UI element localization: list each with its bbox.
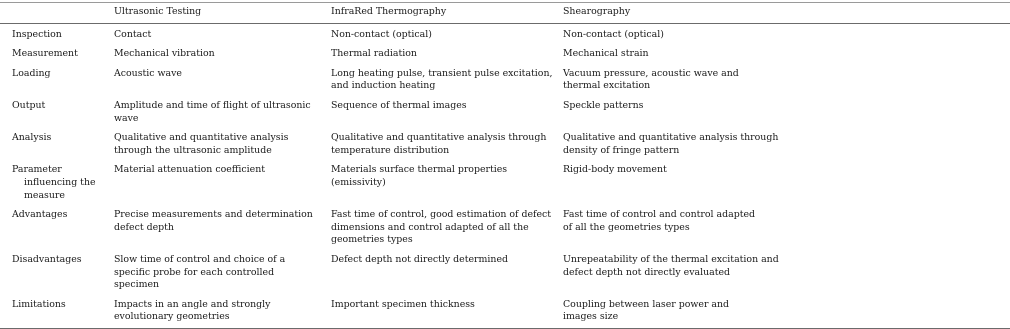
table-row [0,96,1010,128]
table-row [0,44,1010,64]
table-cell [559,44,1010,64]
table-cell [559,160,1010,205]
table-cell: Contact [114,28,152,40]
row-label: Loading [12,67,51,79]
row-label: Inspection [12,28,62,40]
column-header-infrared: InfraRed Thermography [327,3,559,24]
row-label [0,160,110,205]
table-cell-text: Non-contact (optical) [563,28,664,40]
table-cell: Material attenuation coefficient [114,164,266,176]
table-cell [559,23,1010,44]
table-cell-text: Vacuum pressure, acoustic wave and thermal excitation [563,67,739,92]
table-cell: Important specimen thickness [327,295,559,329]
table-cell: Non-contact (optical) [331,28,432,40]
table-cell: Slow time of control and choice of a specific probe for each controlled specimen [114,253,286,291]
table-cell: Qualitative and quantitative analysis through temperature distribution [331,132,547,156]
table-cell-text: Speckle patterns [563,99,644,111]
table-cell: Defect depth not directly determined [331,253,508,265]
comparison-table-container [0,2,779,323]
table-cell-text: Coupling between laser power and images size [563,298,730,323]
table-cell-text: Fast time of control and control adapted of all the geometries types [563,209,756,233]
table-cell-text: Rigid-body movement [563,164,667,176]
table-row [0,295,1010,329]
row-label: Disadvantages [12,253,82,265]
column-header-empty [0,3,110,24]
column-header-ultrasonic: Ultrasonic Testing [110,3,327,24]
table-cell-text: Mechanical strain [563,48,649,60]
table-cell [559,64,1010,96]
table-cell [559,128,1010,160]
row-label: Advantages [12,209,68,221]
table-cell [559,96,1010,128]
table-row [0,23,1010,44]
table-cell: Precise measurements and determination defect depth [114,209,313,233]
table-cell [559,250,1010,295]
table-cell: Thermal radiation [331,48,417,60]
table-cell [559,205,1010,250]
table-cell: Qualitative and quantitative analysis through the ultrasonic amplitude [114,132,289,156]
comparison-table [0,2,1010,329]
row-label: Analysis [12,132,52,144]
row-label: Measurement [12,48,78,60]
table-cell: Acoustic wave [114,67,182,79]
table-cell: Long heating pulse, transient pulse excitation, and induction heating [331,67,553,92]
table-cell: Fast time of control, good estimation of defect dimensions and control adapted of all the geometries types [331,209,552,246]
table-row [0,250,1010,295]
table-row [0,160,1010,205]
table-cell: Amplitude and time of flight of ultrasonic wave [114,99,311,124]
table-cell [559,295,1010,329]
table-row [0,64,1010,96]
table-header-row [0,3,1010,24]
table-row [0,128,1010,160]
table-cell-text: Unrepeatability of the thermal excitation and defect depth not directly evaluated [563,253,779,278]
table-cell: Materials surface thermal properties (emissivity) [331,164,508,188]
row-label: Limitations [0,295,110,329]
row-label: Output [12,99,46,111]
row-label-text: Parameter influencing the measure [12,164,96,201]
table-cell: Mechanical vibration [114,48,215,60]
table-cell-text: Qualitative and quantitative analysis through density of fringe pattern [563,132,779,156]
table-cell: Sequence of thermal images [331,99,467,111]
column-header-shearography: Shearography [559,3,1010,24]
table-row [0,205,1010,250]
table-cell: Impacts in an angle and strongly evolutionary geometries [110,295,327,329]
